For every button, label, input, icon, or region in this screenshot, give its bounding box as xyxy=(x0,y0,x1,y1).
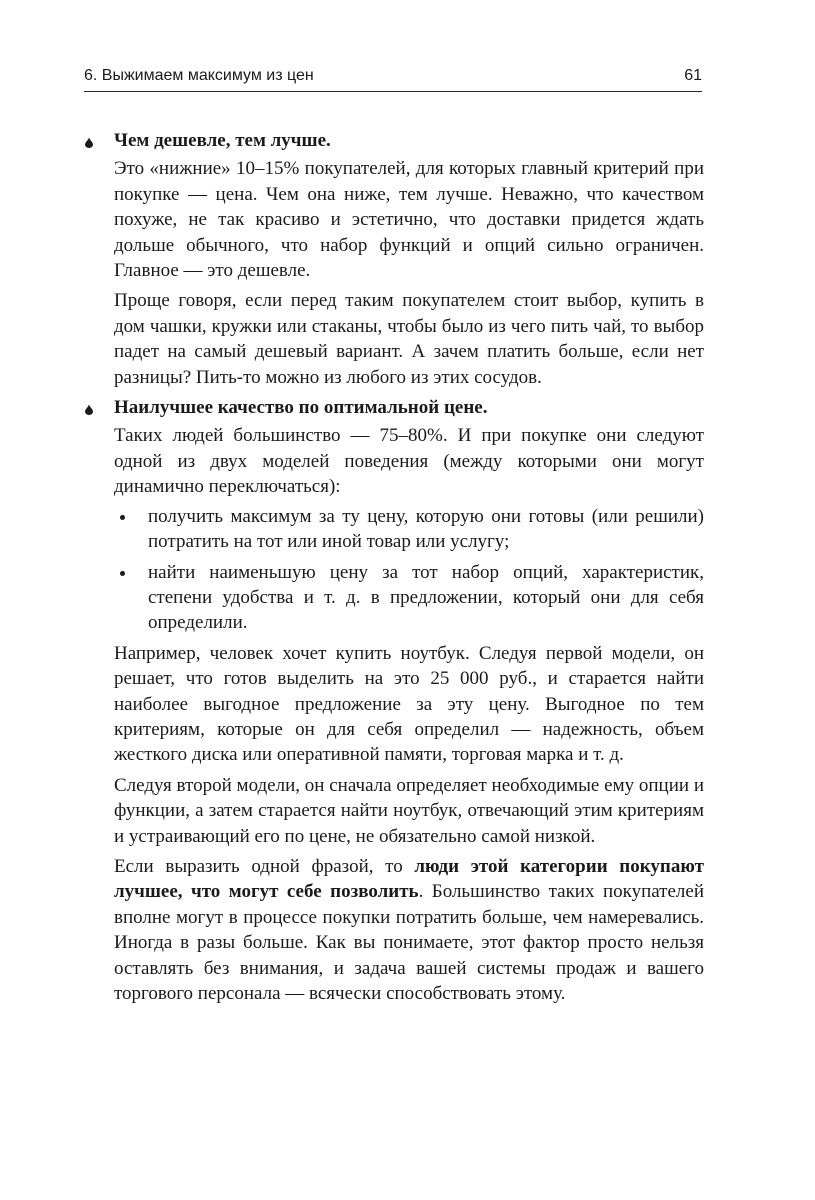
behavior-models-list xyxy=(114,504,704,636)
list-item-text: найти наименьшую цену за тот набор опций, характеристик, степени удобства и т. д. в предложении, который они для себя определили. xyxy=(148,561,704,634)
closing-rest-text: . Большинство таких покупателей вполне могут в процессе покупки потратить больше, чем намеревались. Иногда в разы больше. Как вы понимаете, этот фактор просто нельзя оставлять без внимания, и задача вашей системы продаж и вашего торгового персонала — всячески способствовать этому. xyxy=(114,881,704,1004)
page-body xyxy=(84,128,704,1006)
section-heading-text: Чем дешевле, тем лучше. xyxy=(114,130,331,151)
list-item xyxy=(114,504,704,555)
dot-bullet-icon xyxy=(120,515,125,520)
paragraph: Например, человек хочет купить ноутбук. Следуя первой модели, он решает, что готов выделить на это 25 000 руб., и старается найти наиболее выгодное предложение за эту цену. Выгодное по тем критериям, которые он для себя определил — надежность, объем жесткого диска или оперативной памяти, торговая марка и т. д. xyxy=(114,642,704,766)
paragraph: Это «нижние» 10–15% покупателей, для которых главный критерий при покупке — цена. Чем она ниже, тем лучше. Неважно, что качеством похуже, не так красиво и эстетично, что доставки придется ждать дольше обычного, что набор функций и опций сильно ограничен. Главное — это дешевле. xyxy=(114,158,704,282)
chapter-title: 6. Выжимаем максимум из цен xyxy=(84,67,314,84)
paragraph: Таких людей большинство — 75–80%. И при покупке они следуют одной из двух моделей поведения (между которыми они могут динамично переключаться): xyxy=(114,425,704,498)
closing-paragraph xyxy=(114,854,704,1006)
page-number: 61 xyxy=(684,67,702,84)
list-item xyxy=(114,560,704,636)
droplet-bullet-icon xyxy=(85,404,93,415)
running-header xyxy=(84,64,702,92)
section-best-quality-optimal-price xyxy=(84,395,704,1006)
section-heading xyxy=(84,128,704,153)
section-cheaper-is-better xyxy=(84,128,704,390)
paragraph: Проще говоря, если перед таким покупателем стоит выбор, купить в дом чашки, кружки или стаканы, чтобы было из чего пить чай, то выбор падет на самый дешевый вариант. А зачем платить больше, если нет разницы? Пить-то можно из любого из этих сосудов. xyxy=(114,290,704,388)
closing-lead-text: Если выразить одной фразой, то xyxy=(114,855,415,877)
list-item-text: получить максимум за ту цену, которую они готовы (или решили) потратить на тот или иной товар или услугу; xyxy=(148,505,704,553)
droplet-bullet-icon xyxy=(85,137,93,148)
closing-bold-text: люди этой категории покупают лучшее, что могут себе позволить xyxy=(114,855,704,903)
dot-bullet-icon xyxy=(120,571,125,576)
paragraph: Следуя второй модели, он сначала определяет необходимые ему опции и функции, а затем старается найти ноутбук, отвечающий этим критериям и устраивающий его по цене, не обязательно самой низкой. xyxy=(114,774,704,847)
section-heading-text: Наилучшее качество по оптимальной цене. xyxy=(114,397,488,419)
section-heading xyxy=(84,395,704,420)
